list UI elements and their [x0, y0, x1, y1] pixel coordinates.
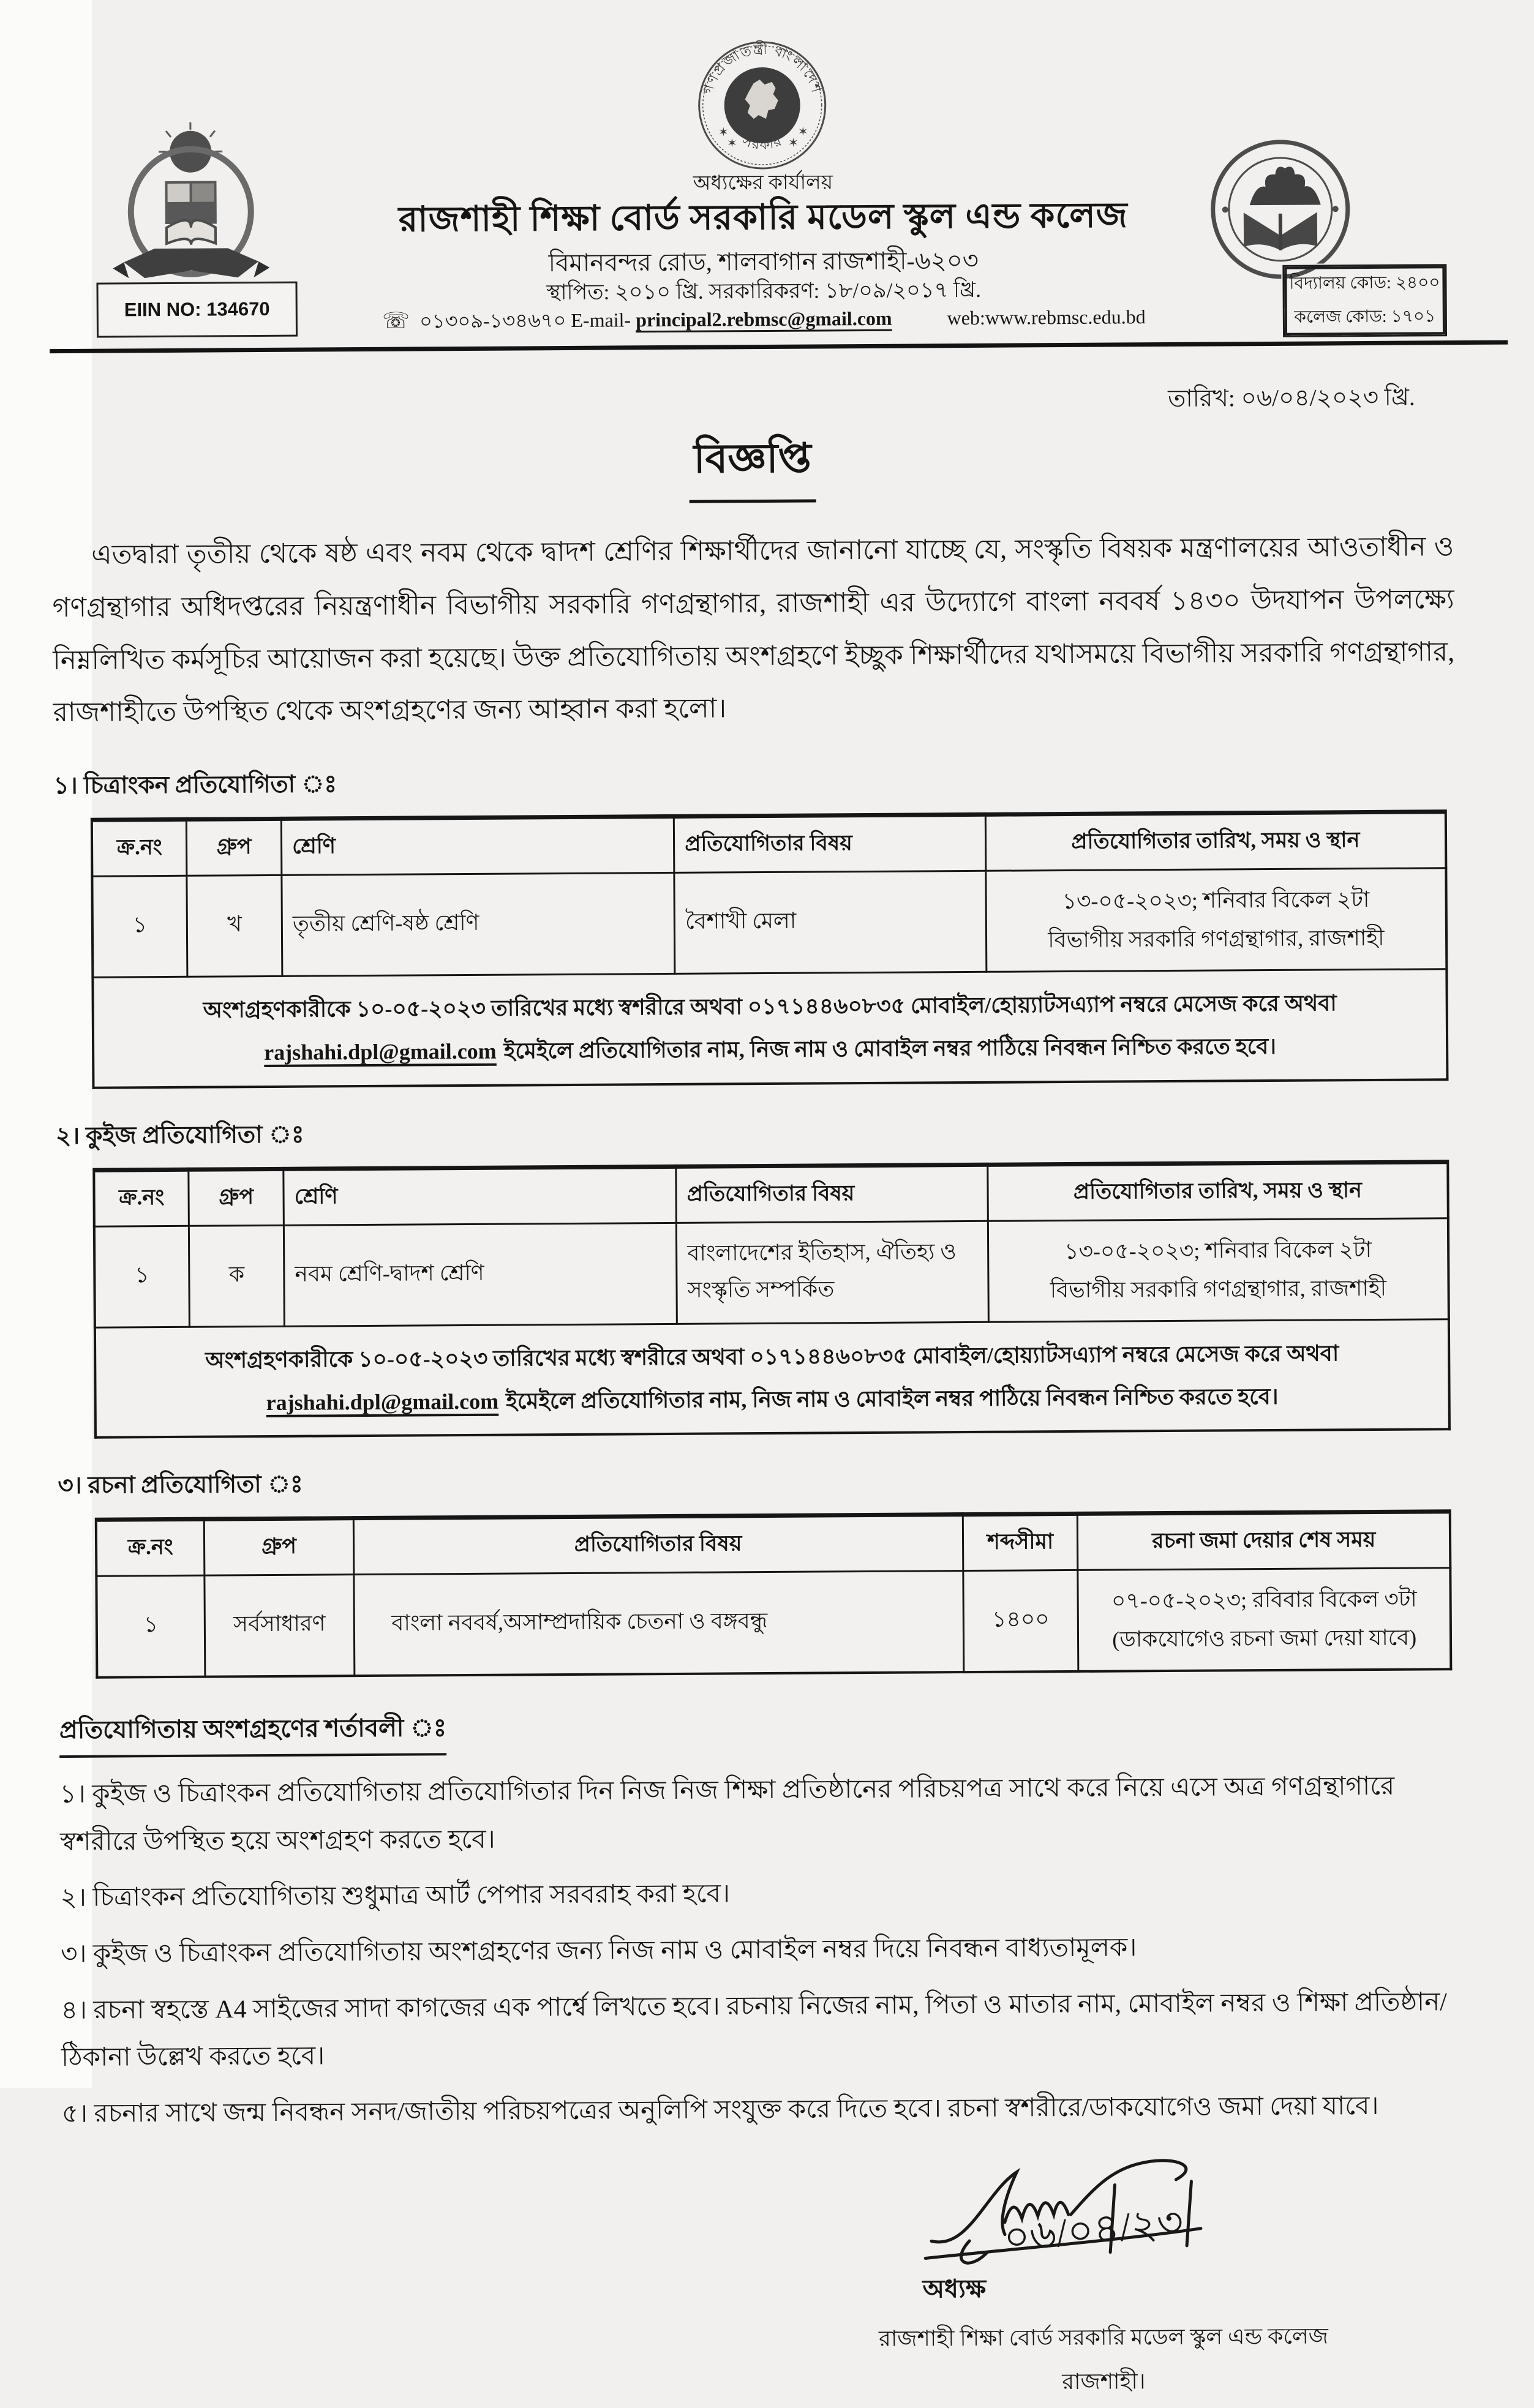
- section-heading-essay: ৩। রচনা প্রতিযোগিতা ঃ: [58, 1458, 1459, 1507]
- cell-class: নবম শ্রেণি-দ্বাদশ শ্রেণি: [284, 1223, 677, 1326]
- registration-note-line2-text: ইমেইলে প্রতিযোগিতার নাম, নিজ নাম ও মোবাইল নম্বর পাঠিয়ে নিবন্ধন নিশ্চিত করতে হবে।: [506, 1384, 1279, 1414]
- col-serial: ক্র.নং: [94, 1169, 189, 1226]
- header-divider-rule: [50, 340, 1508, 354]
- col-deadline: রচনা জমা দেয়ার শেষ সময়: [1078, 1512, 1451, 1570]
- terms-item-2: ২। চিত্রাংকন প্রতিযোগিতায় শুধুমাত্র আর্ট পেপার সরবরাহ করা হবে।: [60, 1866, 1462, 1922]
- svg-text:✶: ✶: [718, 126, 729, 139]
- government-seal: [694, 37, 830, 173]
- table-row: [94, 1218, 1449, 1327]
- cell-subject: বৈশাখী মেলা: [674, 871, 987, 974]
- phone-email-line: [382, 303, 892, 339]
- institute-codes-box: [1282, 264, 1447, 337]
- section-heading-quiz: ২। কুইজ প্রতিযোগিতা ঃ: [56, 1109, 1457, 1157]
- svg-text:✶: ✶: [798, 126, 808, 139]
- cell-subject: বাংলাদেশের ইতিহাস, ঐতিহ্য ও সংস্কৃতি সম্পর্কিত: [677, 1221, 989, 1324]
- institution-address: বিমানবন্দর রোড, শালবাগান রাজশাহী-৬২০৩: [0, 238, 1530, 288]
- principal-signature: [912, 2147, 1293, 2281]
- telephone-icon: ☏: [382, 309, 410, 333]
- institution-name: রাজশাহী শিক্ষা বোর্ড সরকারি মডেল স্কুল এন্ড কলেজ: [0, 186, 1530, 253]
- drawing-competition-table: [91, 809, 1449, 1089]
- table-header-row: [94, 1161, 1448, 1226]
- terms-item-1: ১। কুইজ ও চিত্রাংকন প্রতিযোগিতায় প্রতিযোগিতার দিন নিজ নিজ শিক্ষা প্রতিষ্ঠানের পরিচয়পত্র সাথে করে নিয়ে এসে অত্র গণগ্রন্থাগারে স্বশরীরে উপস্থিত হয়ে অংশগ্রহণ করতে হবে।: [59, 1763, 1462, 1866]
- col-class: শ্রেণি: [284, 1166, 677, 1225]
- school-code: বিদ্যালয় কোড: ২৪০০: [1289, 269, 1440, 299]
- schedule-datetime: ১৩-০৫-২০২৩; শনিবার বিকেল ২টা: [996, 880, 1435, 921]
- eiin-number-box: EIIN NO: 134670: [96, 282, 298, 338]
- registration-note: [95, 1319, 1449, 1437]
- signatory-location: রাজশাহী।: [816, 2363, 1391, 2404]
- notice-body: [0, 378, 1534, 2408]
- col-schedule: প্রতিযোগিতার তারিখ, সময় ও স্থান: [988, 1161, 1448, 1221]
- gov-seal-bottom-text: সরকার: [740, 132, 785, 152]
- registration-email: rajshahi.dpl@gmail.com: [264, 1039, 497, 1065]
- col-group: গ্রুপ: [205, 1518, 354, 1575]
- cell-class: তৃতীয় শ্রেণি-ষষ্ঠ শ্রেণি: [282, 873, 675, 977]
- svg-text:✶: ✶: [788, 137, 799, 150]
- cell-schedule: [988, 1218, 1449, 1322]
- established-line: স্থাপিত: ২০১০ খ্রি. সরকারিকরণ: ১৮/০৯/২০১৭ খ্রি.: [0, 269, 1531, 315]
- table-row: [96, 1568, 1451, 1678]
- signature-block: [814, 2147, 1392, 2404]
- col-class: শ্রেণি: [281, 817, 674, 876]
- intro-paragraph: এতদ্বারা তৃতীয় থেকে ষষ্ঠ এবং নবম থেকে দ্বাদশ শ্রেণির শিক্ষার্থীদের জানানো যাচ্ছে যে, সংস্কৃতি বিষয়ক মন্ত্রণালয়ের আওতাধীন ও গণগ্রন্থাগার অধিদপ্তরের নিয়ন্ত্রণাধীন বিভাগীয় সরকারি গণগ্রন্থাগার, রাজশাহী এর উদ্যোগে বাংলা নববর্ষ ১৪৩০ উদযাপন উপলক্ষ্যে নিম্নলিখিত কর্মসূচির আয়োজন করা হয়েছে। উক্ত প্রতিযোগিতায় অংশগ্রহণে ইচ্ছুক শিক্ষার্থীদের যথাসময়ে বিভাগীয় সরকারি গণগ্রন্থাগার, রাজশাহীতে উপস্থিত থেকে অংশগ্রহণের জন্য আহ্বান করা হলো।: [52, 520, 1455, 739]
- cell-group: ক: [189, 1225, 285, 1327]
- college-code: কলেজ কোড: ১৭০১: [1294, 302, 1435, 332]
- email-prefix: E-mail-: [571, 309, 631, 331]
- terms-item-4: ৪। রচনা স্বহস্তে A4 সাইজের সাদা কাগজের এক পার্শ্বে লিখতে হবে। রচনায় নিজের নাম, পিতা ও মাতার নাম, মোবাইল নম্বর ও শিক্ষা প্রতিষ্ঠান/ঠিকানা উল্লেখ করতে হবে।: [61, 1979, 1463, 2082]
- terms-item-3: ৩। কুইজ ও চিত্রাংকন প্রতিযোগিতায় অংশগ্রহণের জন্য নিজ নাম ও মোবাইল নম্বর দিয়ে নিবন্ধন বাধ্যতামূলক।: [61, 1922, 1462, 1979]
- terms-item-5: ৫। রচনার সাথে জন্ম নিবন্ধন সনদ/জাতীয় পরিচয়পত্রের অনুলিপি সংযুক্ত করে দিতে হবে। রচনা স্বশরীরে/ডাকযোগেও জমা দেয়া যাবে।: [62, 2082, 1464, 2139]
- handwritten-date: ০৬/০৪/২৩: [1002, 2199, 1186, 2260]
- website-url: web:www.rebmsc.edu.bd: [947, 306, 1146, 329]
- schedule-venue: বিভাগীয় সরকারি গণগ্রন্থাগার, রাজশাহী: [997, 919, 1436, 960]
- registration-note-line2: [104, 1024, 1436, 1075]
- cell-serial: ১: [94, 1226, 190, 1327]
- col-group: গ্রুপ: [189, 1169, 284, 1226]
- letterhead: [0, 0, 1531, 357]
- deadline-note: (ডাকযোগেও রচনা জমা দেয়া যাবে): [1089, 1618, 1440, 1659]
- table-header-row: [92, 812, 1446, 877]
- col-group: গ্রুপ: [187, 819, 282, 876]
- col-word-limit: শব্দসীমা: [963, 1513, 1078, 1570]
- col-serial: ক্র.নং: [92, 819, 187, 876]
- quiz-competition-table: [92, 1160, 1451, 1439]
- terms-list: [59, 1763, 1464, 2139]
- registration-note-line1: অংশগ্রহণকারীকে ১০-০৫-২০২৩ তারিখের মধ্যে স্বশরীরে অথবা ০১৭১৪৪৬০৮৩৫ মোবাইল/হোয়্যাটসএ্যাপ নম্বরে মেসেজ করে অথবা: [106, 1331, 1438, 1382]
- svg-text:✶: ✶: [727, 137, 737, 150]
- cell-serial: ১: [96, 1575, 205, 1678]
- registration-email: rajshahi.dpl@gmail.com: [266, 1389, 499, 1414]
- terms-heading: প্রতিযোগিতায় অংশগ্রহণের শর্তাবলী ঃ: [59, 1708, 447, 1758]
- table-row: [92, 868, 1446, 978]
- registration-note: [92, 969, 1447, 1087]
- cell-word-limit: ১৪০০: [963, 1570, 1078, 1672]
- section-heading-drawing: ১। চিত্রাংকন প্রতিযোগিতা ঃ: [53, 759, 1455, 807]
- registration-note-line2: [106, 1374, 1438, 1425]
- cell-schedule: [986, 868, 1447, 972]
- office-line: অধ্যক্ষের কার্যালয়: [0, 162, 1530, 205]
- table-note-row: [92, 969, 1447, 1087]
- phone-number: ০১৩০৯-১৩৪৬৭০: [419, 309, 566, 332]
- deadline-datetime: ০৭-০৫-২০২৩; রবিবার বিকেল ৩টা: [1089, 1580, 1440, 1620]
- date-line: তারিখ: ০৬/০৪/২০২৩ খ্রি.: [51, 378, 1453, 427]
- signatory-designation: অধ্যক্ষ: [815, 2267, 1391, 2313]
- schedule-venue: বিভাগীয় সরকারি গণগ্রন্থাগার, রাজশাহী: [999, 1269, 1438, 1310]
- registration-note-line2-text: ইমেইলে প্রতিযোগিতার নাম, নিজ নাম ও মোবাইল নম্বর পাঠিয়ে নিবন্ধন নিশ্চিত করতে হবে।: [504, 1034, 1277, 1063]
- cell-serial: ১: [92, 876, 187, 977]
- cell-deadline: [1078, 1568, 1451, 1671]
- schedule-datetime: ১৩-০৫-২০২৩; শনিবার বিকেল ২টা: [999, 1230, 1438, 1271]
- cell-subject: বাংলা নববর্ষ,অসাম্প্রদায়িক চেতনা ও বঙ্গবন্ধু: [353, 1571, 963, 1676]
- notice-title: বিজ্ঞপ্তি: [688, 427, 816, 503]
- col-subject: প্রতিযোগিতার বিষয়: [674, 815, 986, 873]
- signatory-institution: রাজশাহী শিক্ষা বোর্ড সরকারি মডেল স্কুল এন্ড কলেজ: [816, 2319, 1391, 2360]
- table-header-row: [96, 1512, 1451, 1577]
- col-schedule: প্রতিযোগিতার তারিখ, সময় ও স্থান: [985, 812, 1446, 871]
- cell-group: খ: [187, 876, 282, 977]
- col-serial: ক্র.নং: [96, 1519, 205, 1576]
- table-note-row: [95, 1319, 1449, 1437]
- essay-competition-table: [95, 1509, 1453, 1679]
- cell-group: সর্বসাধারণ: [205, 1575, 354, 1677]
- registration-note-line1: অংশগ্রহণকারীকে ১০-০৫-২০২৩ তারিখের মধ্যে স্বশরীরে অথবা ০১৭১৪৪৬০৮৩৫ মোবাইল/হোয়্যাটসএ্যাপ নম্বরে মেসেজ করে অথবা: [104, 981, 1436, 1032]
- gov-seal-top-text: গণপ্রজাতন্ত্রী বাংলাদেশ: [699, 40, 824, 96]
- col-subject: প্রতিযোগিতার বিষয়: [353, 1515, 963, 1575]
- col-subject: প্রতিযোগিতার বিষয়: [676, 1165, 988, 1223]
- email-address: principal2.rebmsc@gmail.com: [636, 307, 892, 331]
